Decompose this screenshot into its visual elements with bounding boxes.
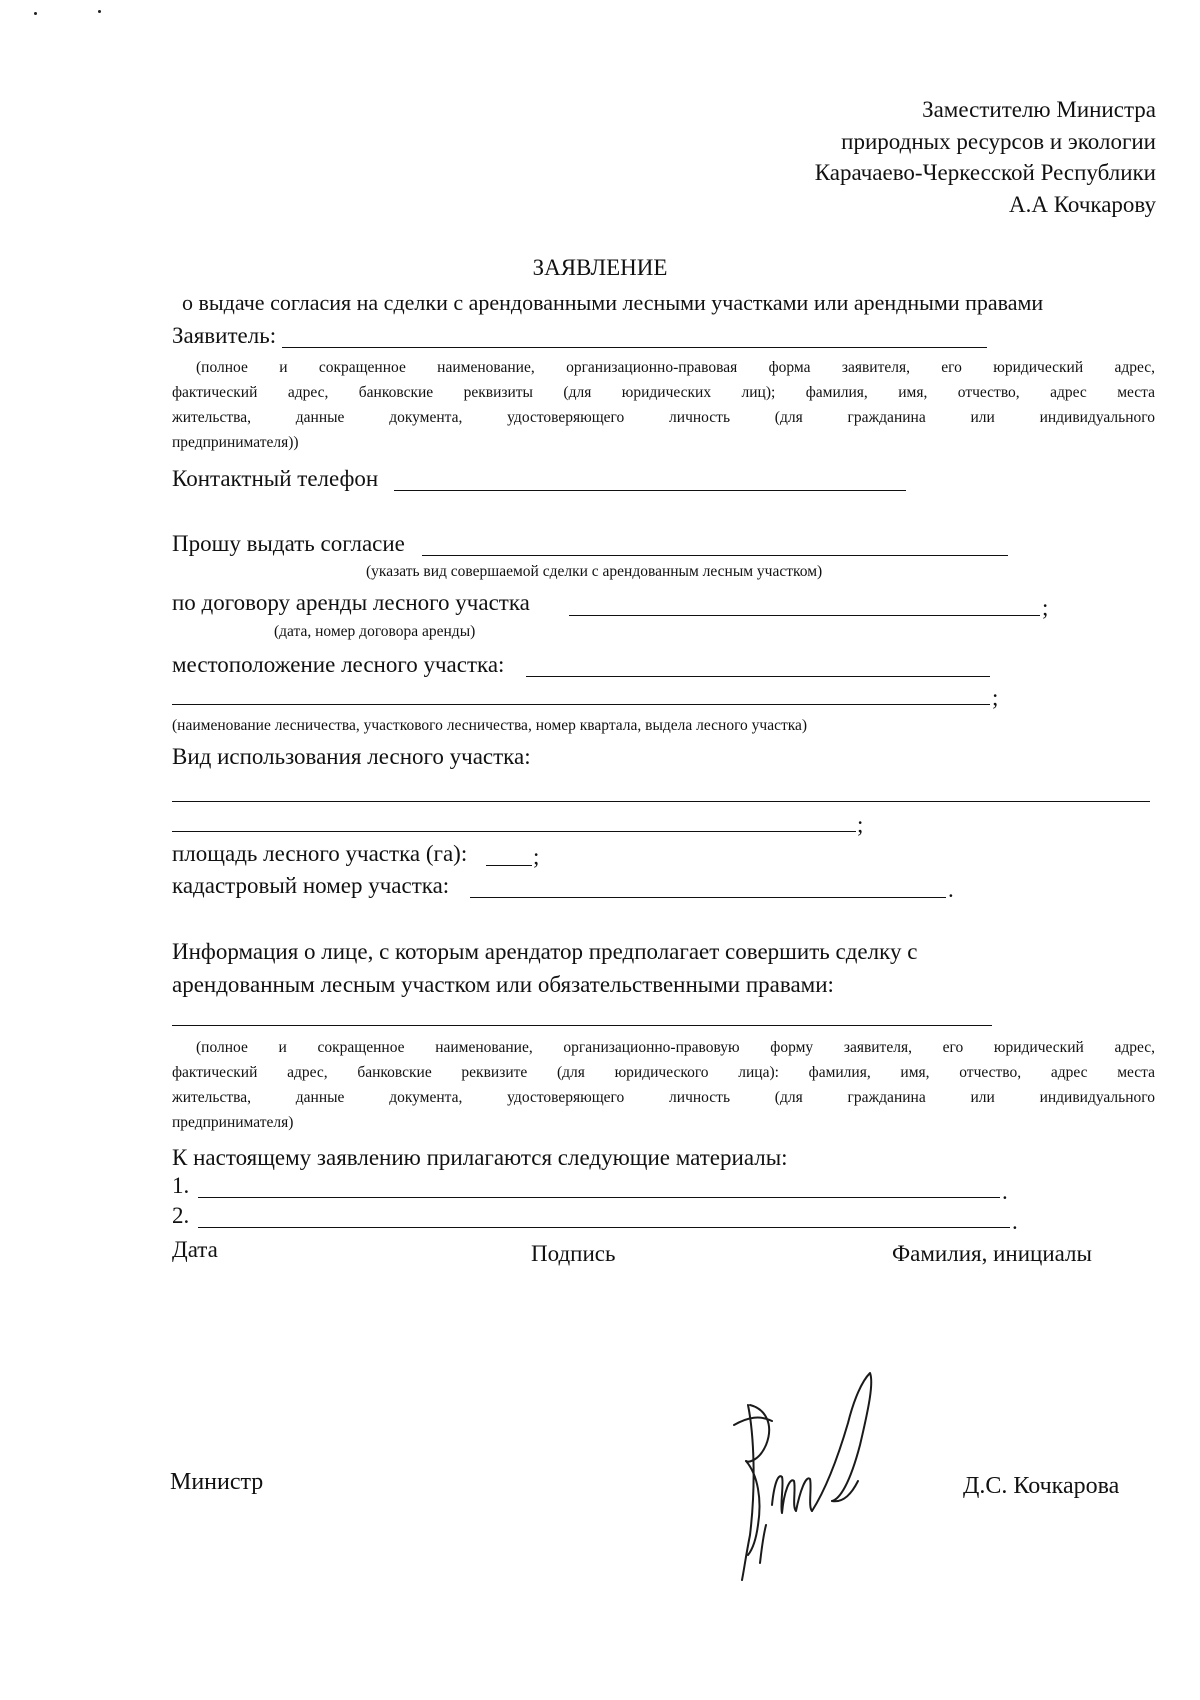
counterparty-line-2: арендованным лесным участком или обязательственными правами: bbox=[172, 972, 834, 997]
contract-label: по договору аренды лесного участка bbox=[172, 590, 530, 615]
contract-field[interactable] bbox=[569, 615, 1040, 616]
cadastral-label: кадастровый номер участка: bbox=[172, 873, 450, 898]
counterparty-field[interactable] bbox=[172, 1025, 992, 1026]
addressee-line-2: природных ресурсов и экологии bbox=[841, 129, 1156, 154]
usage-label: Вид использования лесного участка: bbox=[172, 744, 531, 769]
attachment-2-field[interactable] bbox=[198, 1227, 1010, 1228]
applicant-label: Заявитель: bbox=[172, 323, 277, 348]
consent-field[interactable] bbox=[422, 555, 1008, 556]
counterparty-note-line-4: предпринимателя) bbox=[172, 1114, 294, 1131]
usage-end: ; bbox=[857, 812, 864, 837]
counterparty-note-line-2: фактический адрес, банковские реквизите (для юридического лица): фамилия, имя, отчество, адрес места bbox=[172, 1064, 1155, 1081]
signatory-name: Д.С. Кочкарова bbox=[963, 1473, 1120, 1499]
cadastral-field[interactable] bbox=[470, 897, 946, 898]
signatory-position: Министр bbox=[170, 1469, 264, 1495]
location-field-2[interactable] bbox=[172, 704, 990, 705]
attachment-2-number: 2. bbox=[172, 1203, 190, 1228]
phone-field[interactable] bbox=[394, 490, 906, 491]
applicant-note-line-1: (полное и сокращенное наименование, организационно-правовая форма заявителя, его юридический адрес, bbox=[196, 359, 1155, 376]
handwritten-signature bbox=[720, 1365, 890, 1595]
contract-end: ; bbox=[1042, 595, 1049, 620]
location-label: местоположение лесного участка: bbox=[172, 652, 505, 677]
contract-note: (дата, номер договора аренды) bbox=[274, 623, 476, 640]
location-end: ; bbox=[992, 685, 999, 710]
attachment-1-number: 1. bbox=[172, 1173, 190, 1198]
counterparty-note-line-1: (полное и сокращенное наименование, организационно-правовую форму заявителя, его юридический адрес, bbox=[196, 1039, 1155, 1056]
footer-signature-label: Подпись bbox=[531, 1241, 616, 1266]
attachment-2-end: . bbox=[1012, 1209, 1018, 1234]
area-end: ; bbox=[533, 844, 540, 869]
addressee-line-4: А.А Кочкарову bbox=[1009, 192, 1156, 217]
addressee-line-3: Карачаево-Черкесской Республики bbox=[814, 160, 1156, 185]
addressee-line-1: Заместителю Министра bbox=[922, 97, 1156, 122]
consent-label: Прошу выдать согласие bbox=[172, 531, 405, 556]
scan-speck bbox=[34, 12, 37, 15]
area-field[interactable] bbox=[486, 865, 532, 866]
attachment-1-field[interactable] bbox=[198, 1197, 1000, 1198]
counterparty-note-line-3: жительства, данные документа, удостоверяющего личность (для гражданина или индивидуального bbox=[172, 1089, 1155, 1106]
document-title: ЗАЯВЛЕНИЕ bbox=[532, 255, 668, 280]
counterparty-line-1: Информация о лице, с которым арендатор предполагает совершить сделку с bbox=[172, 939, 918, 964]
footer-date-label: Дата bbox=[172, 1237, 218, 1262]
usage-field-2[interactable] bbox=[172, 831, 856, 832]
location-field-1[interactable] bbox=[526, 676, 990, 677]
attachments-label: К настоящему заявлению прилагаются следующие материалы: bbox=[172, 1145, 788, 1170]
scan-speck bbox=[98, 10, 101, 13]
counterparty-note bbox=[172, 1035, 1155, 1135]
attachment-1-end: . bbox=[1002, 1179, 1008, 1204]
footer-name-label: Фамилия, инициалы bbox=[892, 1241, 1092, 1266]
consent-note: (указать вид совершаемой сделки с арендованным лесным участком) bbox=[366, 563, 823, 580]
phone-label: Контактный телефон bbox=[172, 466, 379, 491]
applicant-note-line-4: предпринимателя)) bbox=[172, 434, 299, 451]
document-subtitle: о выдаче согласия на сделки с арендованными лесными участками или арендными правами bbox=[182, 290, 1044, 315]
applicant-note bbox=[172, 355, 1155, 455]
applicant-field[interactable] bbox=[282, 347, 987, 348]
area-label: площадь лесного участка (га): bbox=[172, 841, 468, 866]
location-note: (наименование лесничества, участкового лесничества, номер квартала, выдела лесного участка) bbox=[172, 717, 808, 734]
usage-field-1[interactable] bbox=[172, 801, 1150, 802]
cadastral-end: . bbox=[948, 877, 954, 902]
applicant-note-line-2: фактический адрес, банковские реквизиты (для юридических лиц); фамилия, имя, отчество, адрес места bbox=[172, 384, 1155, 401]
applicant-note-line-3: жительства, данные документа, удостоверяющего личность (для гражданина или индивидуального bbox=[172, 409, 1155, 426]
